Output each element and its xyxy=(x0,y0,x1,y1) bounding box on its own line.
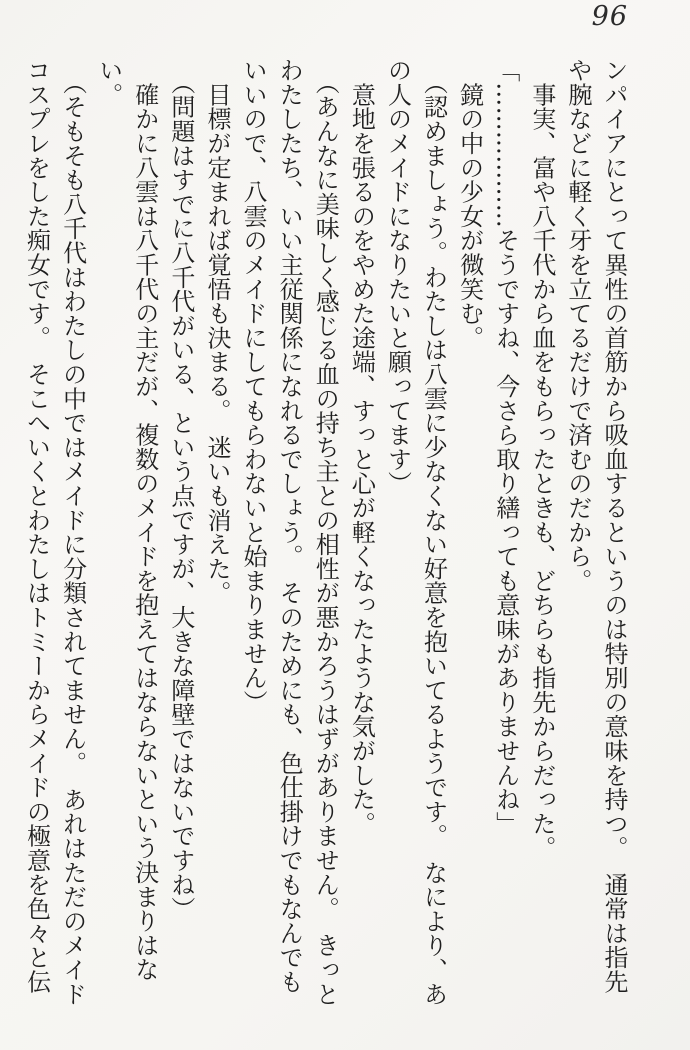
text-line-thought: いいので、八雲のメイドにしてもらわないと始まりません） xyxy=(239,58,268,715)
text-line: 意地を張るのをやめた途端、すっと心が軽くなったような気がした。 xyxy=(347,58,376,836)
page-number: 96 xyxy=(591,1,628,32)
text-line-thought: （あんなに美味しく感じる血の持ち主との相性が悪かろうはずがありません。 きっと xyxy=(311,58,340,1006)
text-line: や腕などに軽く牙を立てるだけで済むのだから。 xyxy=(563,58,592,593)
text-line-thought: の人のメイドになりたいと願ってます） xyxy=(383,58,412,496)
text-line: ンパイアにとって異性の首筋から吸血するというのは特別の意味を持つ。 通常は指先 xyxy=(600,58,628,994)
text-line: 鏡の中の少女が微笑む。 xyxy=(455,58,484,350)
text-line: 事実、富や八千代から血をもらったときも、どちらも指先からだった。 xyxy=(527,58,556,860)
text-line-dialogue: 「………………そうですね、今さら取り繕っても意味がありませんね」 xyxy=(491,58,520,836)
text-line-thought: （問題はすでに八千代がいる、という点ですが、大きな障壁ではないですね） xyxy=(166,58,195,921)
text-line-thought: （そもそも八千代はわたしの中ではメイドに分類されてません。 あれはただのメイド xyxy=(58,58,87,1006)
text-line-thought: （認めましょう。わたしは八雲に少なくない好意を抱いてるようです。 なにより、あ xyxy=(419,58,448,1006)
body-text-block xyxy=(18,58,632,1026)
text-line-thought: コスプレをした痴女です。 そこへいくとわたしはトミーからメイドの極意を色々と伝 xyxy=(22,58,51,994)
text-line-thought: わたしたち、いい主従関係になれるでしょう。 そのためにも、色仕掛けでもなんでも xyxy=(275,58,304,994)
text-line: 確かに八雲は八千代の主だが、複数のメイドを抱えてはならないという決まりはな xyxy=(130,58,159,982)
text-line: い。 xyxy=(94,58,123,107)
text-line: 目標が定まれば覚悟も決まる。 迷いも消えた。 xyxy=(202,58,231,605)
